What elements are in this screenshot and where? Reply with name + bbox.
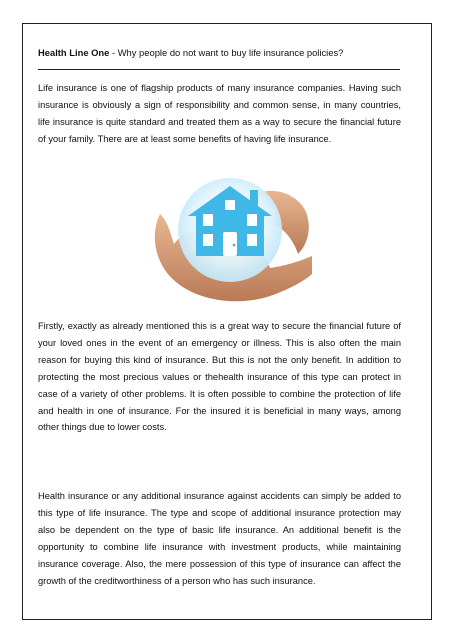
- paragraph-benefits: Firstly, exactly as already mentioned this is a great way to secure the financial future of your loved ones in the event of an emergency or illness. This is also often the main reason for buying this kind of insurance. But this is not the only benefit. In addition to protecting the most precious values or thehealth insurance of this type can protect in case of a variety of other problems. It is often possible to combine the protection of life and health in one of insurance. For the insured it is beneficial in many ways, among other things due to lower costs.: [38, 321, 401, 433]
- page-title: [38, 47, 400, 59]
- title-brand: Health Line One: [38, 47, 110, 58]
- title-divider: [38, 69, 400, 70]
- title-subtitle: - Why people do not want to buy life insurance policies?: [109, 47, 344, 58]
- paragraph-additional-insurance: Health insurance or any additional insurance against accidents can simply be added to this type of life insurance. The type and scope of additional insurance protection may also be dependent on the type of basic life insurance. An additional benefit is the opportunity to combine life insurance with investment products, while maintaining insurance coverage. Also, the mere possession of this type of insurance can affect the growth of the creditworthiness of a person who has such insurance.: [38, 491, 401, 586]
- paragraph-intro: Life insurance is one of flagship products of many insurance companies. Having such insurance is obviously a sign of responsibility and common sense, in many countries, life insurance is quite standard and treated them as a way to secure the financial future of your family. There are at least some benefits of having life insurance.: [38, 83, 401, 144]
- hand-holding-house-icon: [148, 172, 313, 309]
